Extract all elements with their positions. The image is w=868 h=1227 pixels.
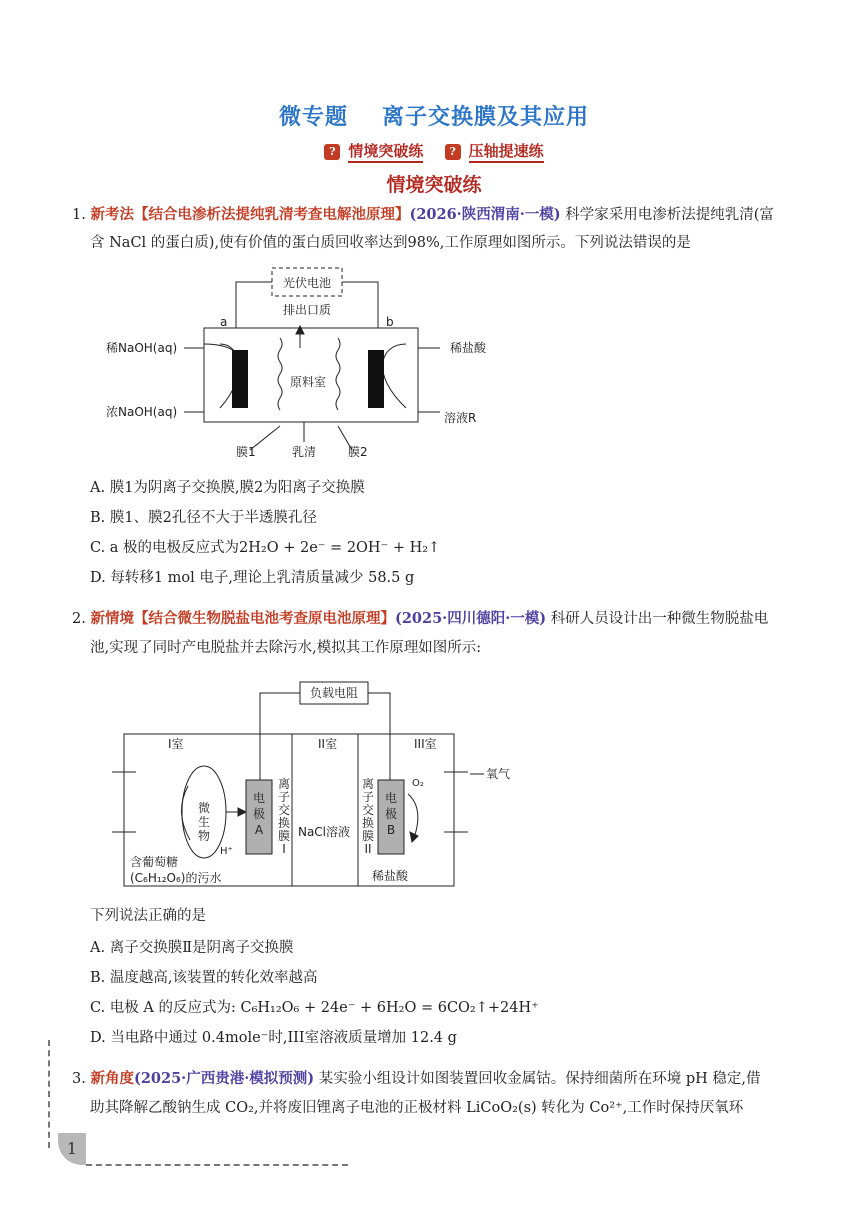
sub-navigation (0, 140, 868, 161)
svg-text:稀盐酸: 稀盐酸 (372, 869, 409, 883)
svg-text:离: 离 (361, 777, 375, 791)
q2-prompt: 下列说法正确的是 (90, 908, 206, 924)
q3-stem-line1: 某实验小组设计如图装置回收金属钴。保持细菌所在环境 pH 稳定,借 (318, 1071, 761, 1087)
q1-option-c[interactable]: C. a 极的电极反应式为2H₂O + 2e⁻ = 2OH⁻ + H₂↑ (90, 540, 441, 556)
svg-text:交: 交 (277, 803, 291, 817)
q2-option-d[interactable]: D. 当电路中通过 0.4mole⁻时,III室溶液质量增加 12.4 g (90, 1030, 457, 1046)
q3-stem-line2: 助其降解乙酸钠生成 CO₂,并将废旧锂离子电池的正极材料 LiCoO₂(s) 转化为 Co²⁺,工作时保持厌氧环 (90, 1100, 744, 1116)
q1-tag: 新考法 (90, 206, 134, 223)
q1-electrodialysis-diagram (100, 262, 520, 462)
svg-text:膜1: 膜1 (236, 445, 256, 459)
q1-option-d[interactable]: D. 每转移1 mol 电子,理论上乳清质量减少 58.5 g (90, 570, 415, 586)
svg-text:II: II (364, 842, 372, 856)
svg-text:微: 微 (197, 801, 211, 815)
bookmark-icon: ? (445, 144, 461, 160)
q2-tag: 新情境 (90, 610, 134, 627)
page-border-dash-horizontal (86, 1164, 348, 1166)
svg-text:换: 换 (277, 816, 291, 830)
svg-text:电: 电 (252, 791, 266, 805)
electrode-a (232, 350, 248, 408)
svg-text:膜: 膜 (277, 829, 291, 843)
q2-option-c[interactable]: C. 电极 A 的反应式为: C₆H₁₂O₆ + 24e⁻ + 6H₂O = 6CO₂↑+24H⁺ (90, 1000, 539, 1016)
svg-text:III室: III室 (414, 737, 437, 751)
svg-text:子: 子 (277, 790, 291, 804)
svg-text:O₂: O₂ (412, 778, 424, 789)
question-3-stem: 3. 新角度(2025·广西贵港·模拟预测) 某实验小组设计如图装置回收金属钴。保持细菌所在环境 pH 稳定,借 (72, 1070, 761, 1087)
q2-stem-line1: 科研人员设计出一种微生物脱盐电 (550, 611, 769, 627)
svg-text:a: a (220, 315, 228, 329)
page-number: 1 (58, 1133, 86, 1165)
q1-source: (2026·陕西渭南·一模) (409, 206, 561, 223)
nav-item-speed[interactable]: ? 压轴提速练 (445, 140, 544, 161)
q1-bracket: 【结合电渗析法提纯乳清考查电解池原理】 (133, 206, 410, 223)
svg-text:A: A (254, 823, 264, 837)
svg-text:I: I (282, 842, 286, 856)
svg-text:物: 物 (197, 829, 211, 843)
svg-text:NaCl溶液: NaCl溶液 (297, 825, 351, 839)
svg-text:稀NaOH(aq): 稀NaOH(aq) (106, 341, 178, 355)
svg-text:交: 交 (361, 803, 375, 817)
svg-text:原料室: 原料室 (289, 375, 327, 389)
svg-text:极: 极 (384, 807, 398, 821)
section-title: 情境突破练 (386, 174, 482, 196)
nav-item-practice[interactable]: ? 情境突破练 (324, 140, 423, 161)
svg-text:II室: II室 (318, 737, 338, 751)
q3-source: (2025·广西贵港·模拟预测) (133, 1070, 315, 1087)
title-right: 离子交换膜及其应用 (382, 105, 590, 130)
svg-text:光伏电池: 光伏电池 (282, 276, 332, 290)
svg-text:离: 离 (277, 777, 291, 791)
svg-text:稀盐酸: 稀盐酸 (450, 341, 487, 355)
svg-text:膜2: 膜2 (348, 445, 368, 459)
question-1-stem: 1. 新考法【结合电渗析法提纯乳清考查电解池原理】(2026·陕西渭南·一模) 科学家采用电渗析法提纯乳清(富 (72, 206, 774, 223)
title-left: 微专题 (278, 105, 348, 130)
svg-text:换: 换 (361, 816, 375, 830)
q2-microbial-cell-diagram (108, 676, 528, 894)
q2-option-a[interactable]: A. 离子交换膜Ⅱ是阴离子交换膜 (90, 940, 294, 956)
svg-text:生: 生 (197, 815, 211, 829)
electrode-b (368, 350, 384, 408)
svg-text:b: b (386, 315, 394, 329)
page-title (0, 100, 868, 131)
q2-stem-line2: 池,实现了同时产电脱盐并去除污水,模拟其工作原理如图所示: (90, 640, 482, 656)
svg-text:浓NaOH(aq): 浓NaOH(aq) (106, 405, 178, 419)
svg-text:含葡萄糖: 含葡萄糖 (130, 855, 179, 869)
q1-option-b[interactable]: B. 膜1、膜2孔径不大于半透膜孔径 (90, 510, 317, 526)
svg-text:I室: I室 (168, 737, 184, 751)
svg-text:膜: 膜 (361, 829, 375, 843)
svg-text:电: 电 (384, 791, 398, 805)
svg-text:排出口质: 排出口质 (282, 303, 332, 317)
q2-bracket: 【结合微生物脱盐电池考查原电池原理】 (133, 610, 395, 627)
q1-stem-line1: 科学家采用电渗析法提纯乳清(富 (565, 207, 774, 223)
svg-text:氧气: 氧气 (486, 767, 511, 781)
question-2-stem: 2. 新情境【结合微生物脱盐电池考查原电池原理】(2025·四川德阳·一模) 科研人员设计出一种微生物脱盐电 (72, 610, 769, 627)
svg-text:B: B (386, 823, 396, 837)
bookmark-icon: ? (324, 144, 340, 160)
q3-tag: 新角度 (90, 1070, 134, 1087)
svg-text:H⁺: H⁺ (220, 846, 233, 857)
q1-option-a[interactable]: A. 膜1为阴离子交换膜,膜2为阳离子交换膜 (90, 480, 365, 496)
svg-text:(C₆H₁₂O₆)的污水: (C₆H₁₂O₆)的污水 (130, 871, 222, 885)
svg-text:子: 子 (361, 790, 375, 804)
svg-text:乳清: 乳清 (291, 445, 317, 459)
q1-stem-line2: 含 NaCl 的蛋白质),使有价值的蛋白质回收率达到98%,工作原理如图所示。下列说法错误的是 (90, 235, 691, 251)
svg-text:极: 极 (252, 807, 266, 821)
svg-text:负载电阻: 负载电阻 (309, 686, 359, 700)
page-border-dash-vertical (48, 1040, 50, 1148)
svg-text:溶液R: 溶液R (444, 411, 477, 425)
q2-option-b[interactable]: B. 温度越高,该装置的转化效率越高 (90, 970, 318, 986)
q2-source: (2025·四川德阳·一模) (394, 610, 547, 627)
